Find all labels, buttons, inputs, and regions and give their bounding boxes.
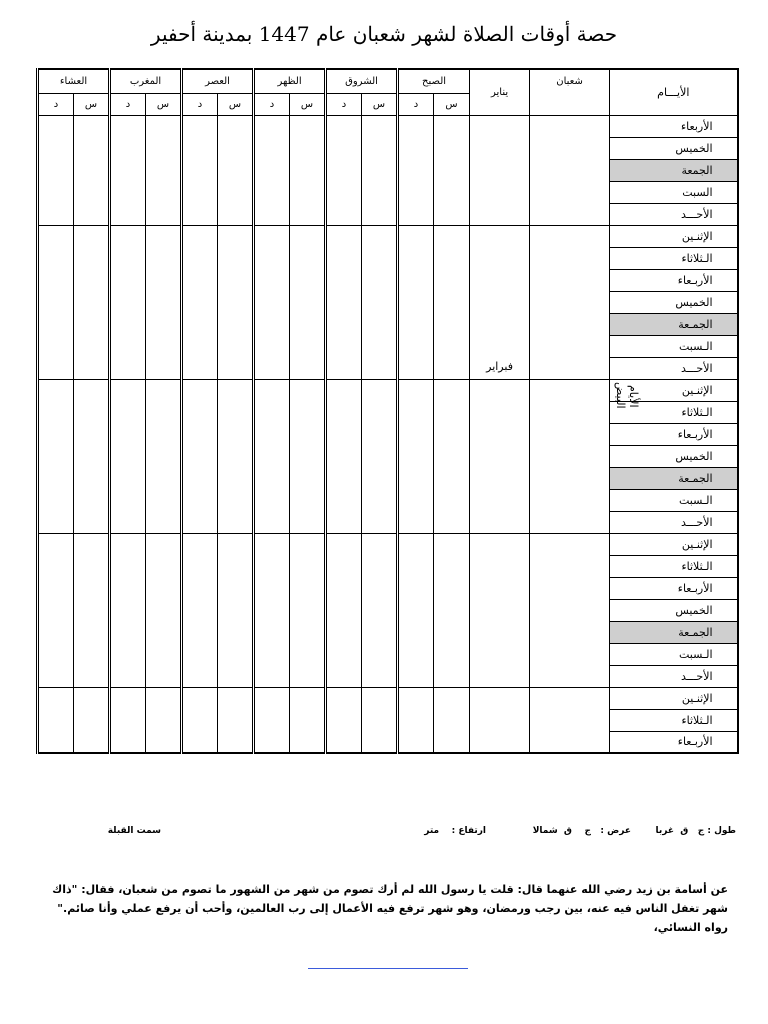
time-cell bbox=[74, 115, 110, 225]
white-days-label: الأيام البيض bbox=[614, 381, 641, 409]
time-cell bbox=[362, 115, 398, 225]
prayer-header: العشاء bbox=[38, 69, 110, 93]
day-name: الأحـــد bbox=[610, 665, 738, 687]
time-cell bbox=[398, 115, 434, 225]
hijri-day-cell bbox=[530, 225, 610, 379]
greg-month-header: يناير bbox=[470, 69, 530, 115]
minute-label: د bbox=[326, 93, 362, 115]
time-cell bbox=[362, 225, 398, 379]
time-cell bbox=[254, 687, 290, 753]
time-cell bbox=[146, 379, 182, 533]
time-cell bbox=[254, 379, 290, 533]
time-cell bbox=[182, 533, 218, 687]
time-cell bbox=[362, 379, 398, 533]
day-name: الأحـــد bbox=[610, 357, 738, 379]
footer-link-line[interactable] bbox=[308, 968, 468, 969]
time-cell bbox=[326, 379, 362, 533]
time-cell bbox=[218, 225, 254, 379]
hour-label: س bbox=[290, 93, 326, 115]
time-cell bbox=[290, 687, 326, 753]
day-name: الـثلاثاء bbox=[610, 709, 738, 731]
hour-label: س bbox=[362, 93, 398, 115]
hijri-day-cell bbox=[530, 379, 610, 533]
greg-month-change: فبراير bbox=[486, 359, 513, 373]
qibla-label: سمت القبلة bbox=[107, 826, 161, 836]
time-cell bbox=[182, 687, 218, 753]
day-name: الأربـعاء bbox=[610, 269, 738, 291]
time-cell bbox=[398, 687, 434, 753]
day-name: الخميس bbox=[610, 137, 738, 159]
prayer-header: العصر bbox=[182, 69, 254, 93]
time-cell bbox=[218, 115, 254, 225]
time-cell bbox=[398, 379, 434, 533]
minute-label: د bbox=[110, 93, 146, 115]
time-cell bbox=[362, 533, 398, 687]
time-cell bbox=[434, 379, 470, 533]
day-name: الأحـــد bbox=[610, 511, 738, 533]
hadith-text: عن أسامة بن زيد رضي الله عنهما قال: قلت يا رسول الله لم أرك تصوم من شهر من الشهور ما تصوم من شعبان، فقال: "ذاك شهر تغفل الناس فيه عنه، بين رجب ورمضان، وهو شهر ترفع فيه الأعمال إلى رب العالمين، وأحب أن يرفع عملي وأنا صائم." رواه النسائي، bbox=[52, 883, 728, 934]
time-cell bbox=[362, 687, 398, 753]
time-cell bbox=[398, 533, 434, 687]
day-name: الخميس bbox=[610, 599, 738, 621]
hijri-day-cell bbox=[530, 533, 610, 687]
prayer-header: الشروق bbox=[326, 69, 398, 93]
time-cell bbox=[326, 225, 362, 379]
prayer-header: المغرب bbox=[110, 69, 182, 93]
minute-label: د bbox=[38, 93, 74, 115]
coordinates-line bbox=[36, 826, 736, 840]
longitude-label: طول : ج ق غربا bbox=[655, 826, 736, 836]
time-cell bbox=[38, 225, 74, 379]
day-name: الـثلاثاء bbox=[610, 247, 738, 269]
day-name: الـسبت bbox=[610, 643, 738, 665]
day-name: الخميس bbox=[610, 445, 738, 467]
hijri-day-cell bbox=[530, 687, 610, 753]
time-cell bbox=[38, 687, 74, 753]
day-name: الأربـعاء bbox=[610, 423, 738, 445]
time-cell bbox=[110, 533, 146, 687]
prayer-header: الظهر bbox=[254, 69, 326, 93]
time-cell bbox=[218, 379, 254, 533]
time-cell bbox=[254, 533, 290, 687]
days-header: الأيـــام bbox=[610, 69, 738, 115]
latitude-label: عرض : ج ق شمالا bbox=[532, 826, 631, 836]
day-name: السبت bbox=[610, 181, 738, 203]
time-cell bbox=[290, 115, 326, 225]
time-cell bbox=[38, 379, 74, 533]
hour-label: س bbox=[434, 93, 470, 115]
day-name: الجمعة bbox=[610, 159, 738, 181]
time-cell bbox=[218, 687, 254, 753]
hour-label: س bbox=[74, 93, 110, 115]
time-cell bbox=[74, 687, 110, 753]
time-cell bbox=[434, 225, 470, 379]
time-cell bbox=[434, 533, 470, 687]
greg-month-cell bbox=[470, 225, 530, 379]
time-cell bbox=[110, 687, 146, 753]
hour-label: س bbox=[146, 93, 182, 115]
time-cell bbox=[182, 115, 218, 225]
time-cell bbox=[38, 115, 74, 225]
day-name: الأحـــد bbox=[610, 203, 738, 225]
time-cell bbox=[146, 225, 182, 379]
time-cell bbox=[290, 533, 326, 687]
prayer-header: الصبح bbox=[398, 69, 470, 93]
time-cell bbox=[74, 379, 110, 533]
time-cell bbox=[218, 533, 254, 687]
time-cell bbox=[434, 115, 470, 225]
prayer-times-table bbox=[36, 68, 739, 754]
day-name: الأربـعاء bbox=[610, 731, 738, 753]
hijri-day-cell bbox=[530, 115, 610, 225]
day-name: الـثلاثاء bbox=[610, 555, 738, 577]
time-cell bbox=[110, 225, 146, 379]
time-cell bbox=[146, 115, 182, 225]
time-cell bbox=[326, 687, 362, 753]
time-cell bbox=[146, 533, 182, 687]
time-cell bbox=[434, 687, 470, 753]
time-cell bbox=[74, 533, 110, 687]
altitude-label: ارتفاع : متر bbox=[424, 826, 486, 836]
page-title: حصة أوقات الصلاة لشهر شعبان عام 1447 بمدينة أحفير bbox=[150, 22, 618, 46]
time-cell bbox=[110, 379, 146, 533]
time-cell bbox=[326, 115, 362, 225]
day-name: الـثلاثاء bbox=[610, 401, 738, 423]
time-cell bbox=[38, 533, 74, 687]
time-cell bbox=[74, 225, 110, 379]
greg-month-cell bbox=[470, 379, 530, 533]
day-name: الجمـعة bbox=[610, 313, 738, 335]
time-cell bbox=[110, 115, 146, 225]
day-name: الخميس bbox=[610, 291, 738, 313]
greg-month-cell bbox=[470, 687, 530, 753]
time-cell bbox=[254, 225, 290, 379]
hour-label: س bbox=[218, 93, 254, 115]
time-cell bbox=[326, 533, 362, 687]
time-cell bbox=[254, 115, 290, 225]
hijri-month-header: شعبان bbox=[530, 69, 610, 115]
day-name: الأربـعاء bbox=[610, 577, 738, 599]
day-name: الجمـعة bbox=[610, 467, 738, 489]
minute-label: د bbox=[182, 93, 218, 115]
day-name: الـسبت bbox=[610, 335, 738, 357]
time-cell bbox=[290, 225, 326, 379]
greg-month-cell bbox=[470, 115, 530, 225]
time-cell bbox=[146, 687, 182, 753]
day-name: الإثنـين bbox=[610, 225, 738, 247]
time-cell bbox=[182, 225, 218, 379]
day-name: الإثنـين bbox=[610, 687, 738, 709]
time-cell bbox=[182, 379, 218, 533]
minute-label: د bbox=[254, 93, 290, 115]
day-name: الإثنـين الأيام البيض bbox=[610, 379, 738, 401]
day-name: الإثنـين bbox=[610, 533, 738, 555]
minute-label: د bbox=[398, 93, 434, 115]
day-name: الـسبت bbox=[610, 489, 738, 511]
day-name: الجمـعة bbox=[610, 621, 738, 643]
day-name: الأربعاء bbox=[610, 115, 738, 137]
greg-month-cell bbox=[470, 533, 530, 687]
time-cell bbox=[290, 379, 326, 533]
time-cell bbox=[398, 225, 434, 379]
